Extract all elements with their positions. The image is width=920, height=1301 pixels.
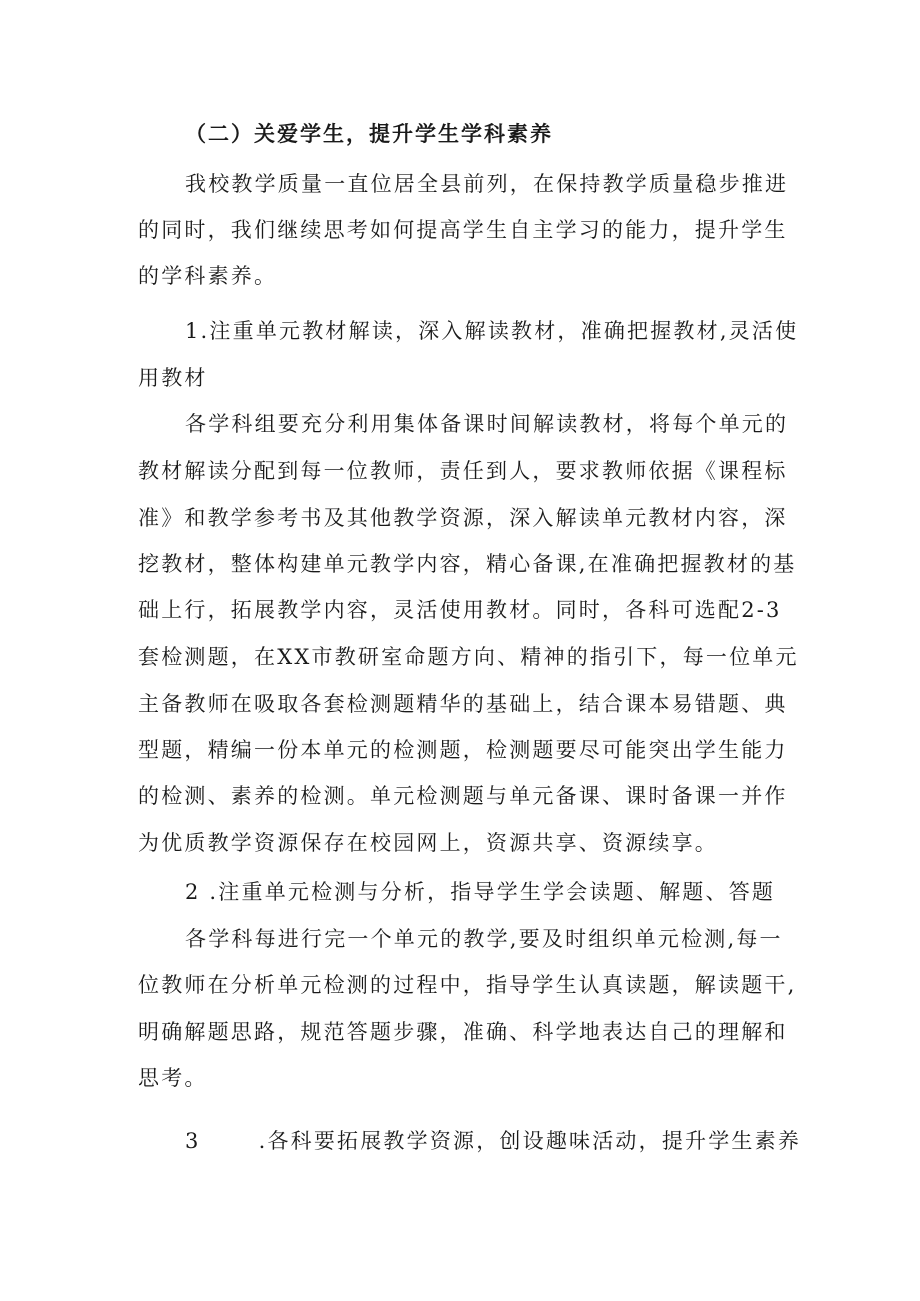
intro-line-2: 的同时，我们继续思考如何提高学生自主学习的能力，提升学生 — [138, 218, 788, 242]
item1-body-line-4: 挖教材，整体构建单元教学内容，精心备课,在准确把握教材的基 — [138, 552, 797, 576]
item1-body-line-9: 的检测、素养的检测。单元检测题与单元备课、课时备课一并作 — [138, 784, 788, 808]
item2-body-line-2: 位教师在分析单元检测的过程中，指导学生认真读题，解读题干, — [138, 973, 797, 997]
item3-number: 3 — [185, 1129, 201, 1153]
item1-body-line-7: 主备教师在吸取各套检测题精华的基础上，结合课本易错题、典 — [138, 692, 788, 716]
item1-title-line-1: 1.注重单元教材解读，深入解读教材，准确把握教材,灵活使 — [185, 319, 799, 343]
item3-title — [185, 1126, 801, 1156]
item1-body-line-3: 准》和教学参考书及其他教学资源，深入解读单元教材内容，深 — [138, 506, 788, 530]
item2-body-line-1: 各学科每进行完一个单元的教学,要及时组织单元检测,每一 — [185, 927, 783, 951]
item1-body-line-10: 为优质教学资源保存在校园网上，资源共享、资源续享。 — [138, 831, 718, 855]
item1-title-line-2: 用教材 — [138, 366, 208, 390]
item1-body-line-8: 型题，精编一份本单元的检测题，检测题要尽可能突出学生能力 — [138, 738, 788, 762]
intro-line-3: 的学科素养。 — [138, 264, 278, 288]
item3-title-text: .各科要拓展教学资源，创设趣味活动，提升学生素养 — [258, 1129, 802, 1153]
item2-body-line-4: 思考。 — [138, 1066, 208, 1090]
intro-line-1: 我校教学质量一直位居全县前列，在保持教学质量稳步推进 — [185, 172, 789, 196]
item1-body-line-1: 各学科组要充分利用集体备课时间解读教材，将每个单元的 — [185, 412, 789, 436]
item1-body-line-6: 套检测题，在XX市教研室命题方向、精神的指引下，每一位单元 — [138, 645, 799, 669]
item1-body-line-5: 础上行，拓展教学内容，灵活使用教材。同时，各科可选配2-3 — [138, 598, 782, 622]
item2-title: 2 .注重单元检测与分析，指导学生学会读题、解题、答题 — [185, 880, 776, 904]
item2-body-line-3: 明确解题思路，规范答题步骤，准确、科学地表达自己的理解和 — [138, 1020, 788, 1044]
section-heading: （二）关爱学生，提升学生学科素养 — [185, 121, 553, 146]
item1-body-line-2: 教材解读分配到每一位教师，责任到人，要求教师依据《课程标 — [138, 459, 788, 483]
